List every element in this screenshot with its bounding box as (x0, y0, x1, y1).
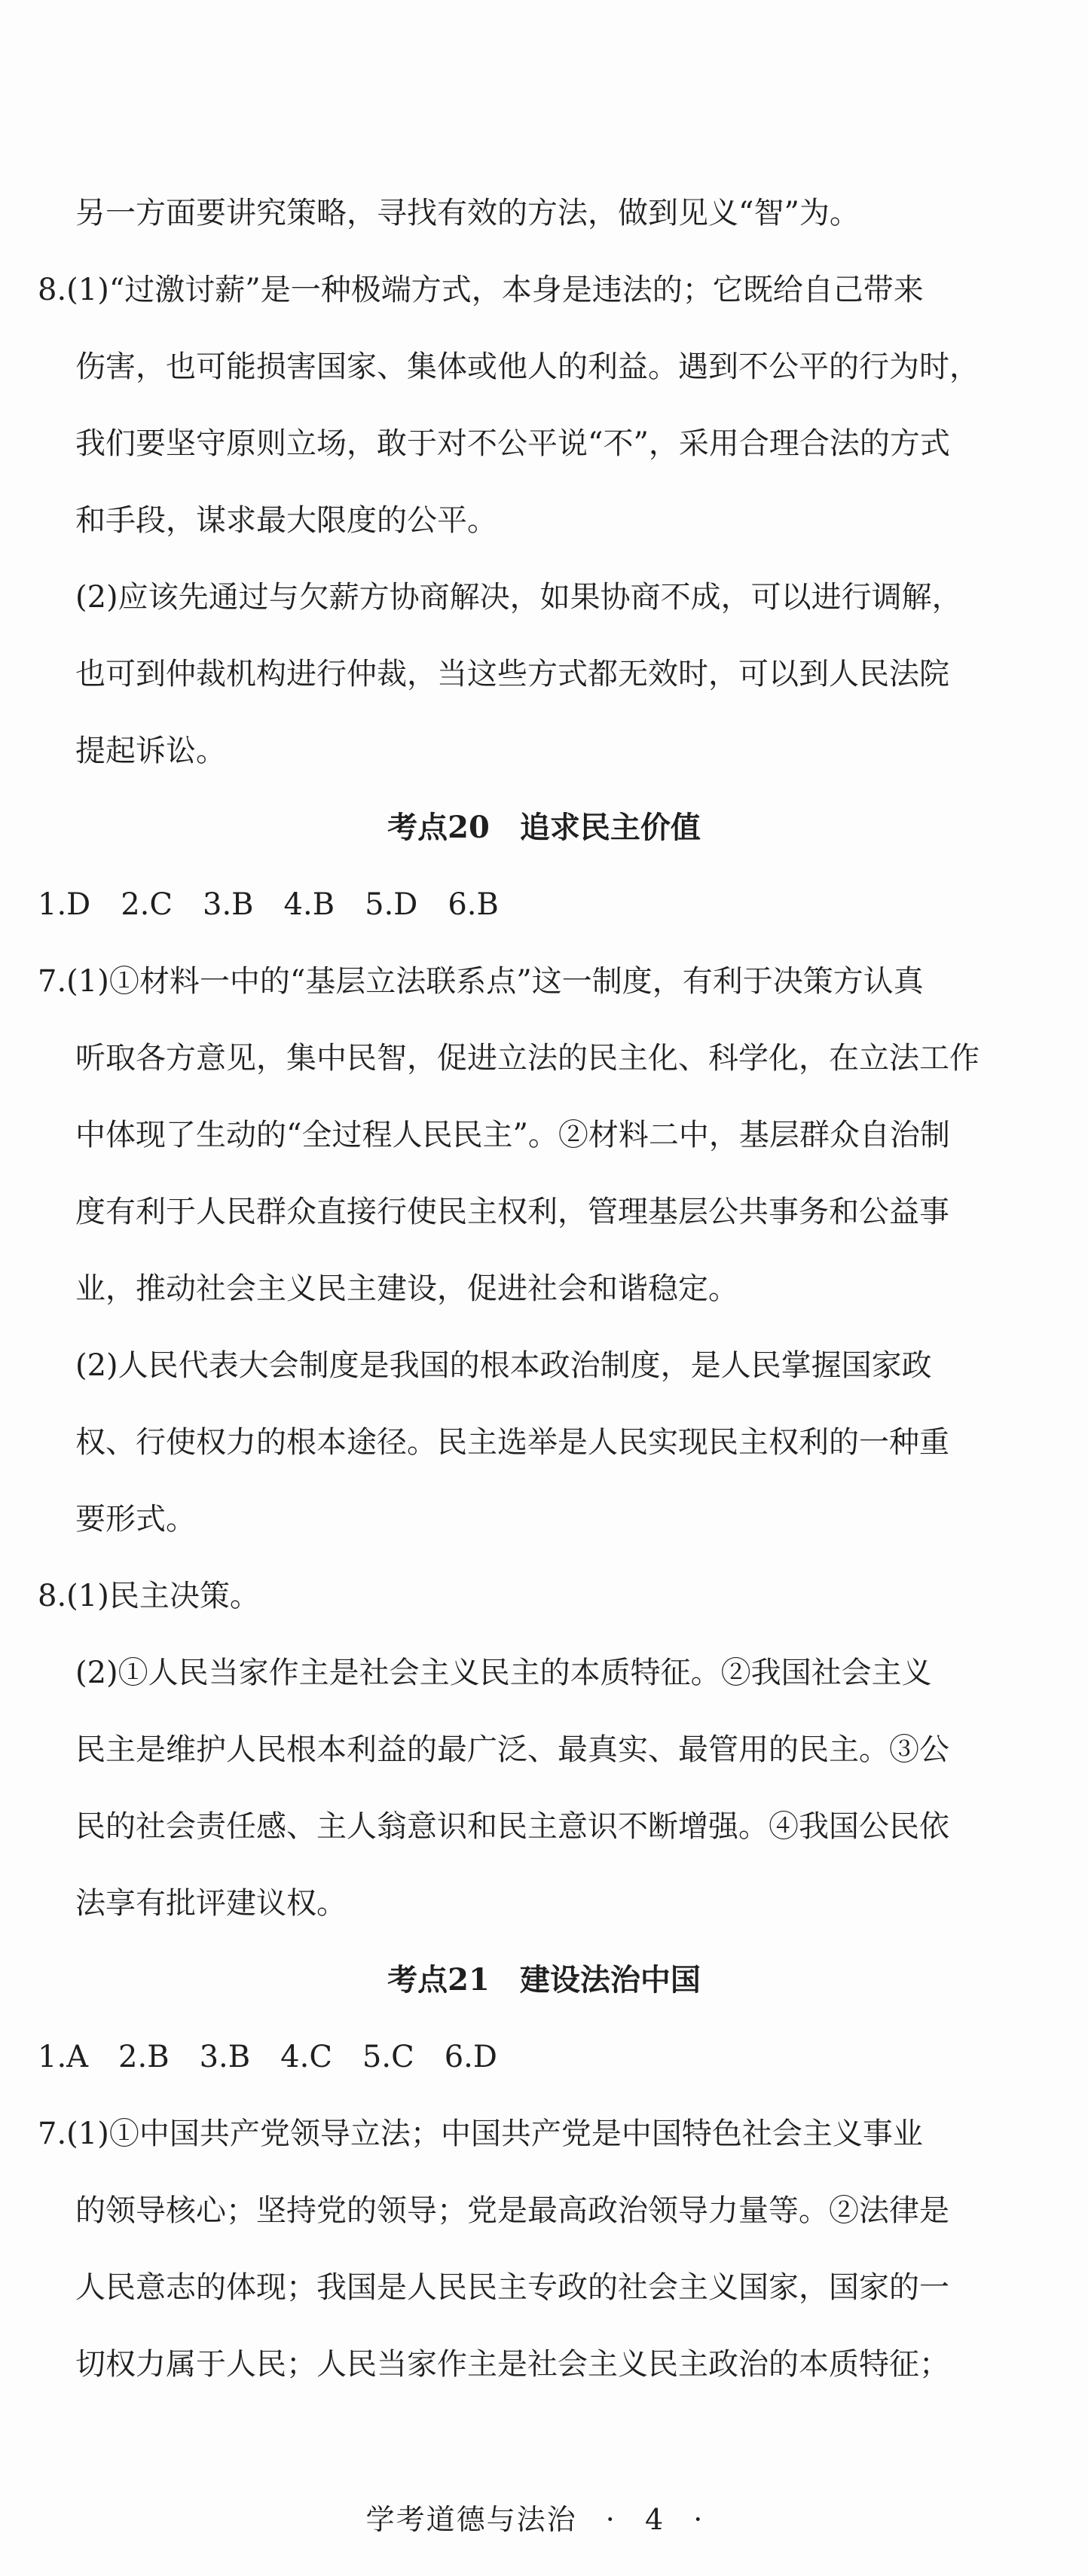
text-line: 人民意志的体现；我国是人民民主专政的社会主义国家，国家的一 (75, 2270, 949, 2305)
question-8-part-1: 8.(1)民主决策。 (38, 1579, 260, 1613)
page-number: 4 (644, 2503, 665, 2536)
text-line: 另一方面要讲究策略，寻找有效的方法，做到见义“智”为。 (75, 196, 860, 230)
text-line: 听取各方意见，集中民智，促进立法的民主化、科学化，在立法工作 (75, 1041, 980, 1076)
multiple-choice-answers-20: 1.D 2.C 3.B 4.B 5.D 6.B (38, 887, 499, 922)
question-8-part-2: (2)应该先通过与欠薪方协商解决，如果协商不成，可以进行调解， (75, 580, 962, 615)
footer-separator: · (693, 2503, 704, 2536)
section-heading-20: 考点20 追求民主价值 (387, 810, 701, 845)
text-line: 民主是维护人民根本利益的最广泛、最真实、最管用的民主。③公 (75, 1732, 949, 1767)
footer-separator: · (605, 2503, 616, 2536)
text-line: 伤害，也可能损害国家、集体或他人的利益。遇到不公平的行为时， (75, 349, 980, 384)
question-7-part-1: 7.(1)①材料一中的“基层立法联系点”这一制度，有利于决策方认真 (38, 964, 924, 999)
question-8-part-1: 8.(1)“过激讨薪”是一种极端方式，本身是违法的；它既给自己带来 (38, 273, 924, 307)
text-line: 提起诉讼。 (75, 734, 226, 768)
text-line: 也可到仲裁机构进行仲裁，当这些方式都无效时，可以到人民法院 (75, 657, 949, 691)
text-line: 要形式。 (75, 1502, 196, 1537)
question-7-part-2: (2)人民代表大会制度是我国的根本政治制度，是人民掌握国家政 (75, 1348, 932, 1383)
text-line: 民的社会责任感、主人翁意识和民主意识不断增强。④我国公民依 (75, 1809, 949, 1844)
multiple-choice-answers-21: 1.A 2.B 3.B 4.C 5.C 6.D (38, 2040, 497, 2074)
text-line: 中体现了生动的“全过程人民民主”。②材料二中，基层群众自治制 (75, 1118, 950, 1152)
book-title: 学考道德与法治 (365, 2503, 577, 2536)
question-8-part-2: (2)①人民当家作主是社会主义民主的本质特征。②我国社会主义 (75, 1656, 932, 1690)
text-line: 法享有批评建议权。 (75, 1886, 347, 1921)
text-line: 权、行使权力的根本途径。民主选举是人民实现民主权利的一种重 (75, 1425, 949, 1460)
text-line: 切权力属于人民；人民当家作主是社会主义民主政治的本质特征； (75, 2347, 949, 2382)
page-footer (0, 2501, 1088, 2538)
section-heading-21: 考点21 建设法治中国 (387, 1962, 701, 1998)
text-line: 的领导核心；坚持党的领导；党是最高政治领导力量等。②法律是 (75, 2193, 949, 2228)
question-7-part-1: 7.(1)①中国共产党领导立法；中国共产党是中国特色社会主义事业 (38, 2117, 923, 2151)
text-line: 度有利于人民群众直接行使民主权利，管理基层公共事务和公益事 (75, 1195, 949, 1229)
text-line: 业，推动社会主义民主建设，促进社会和谐稳定。 (75, 1271, 738, 1306)
text-line: 和手段，谋求最大限度的公平。 (75, 503, 497, 538)
text-line: 我们要坚守原则立场，敢于对不公平说“不”，采用合理合法的方式 (75, 426, 950, 461)
